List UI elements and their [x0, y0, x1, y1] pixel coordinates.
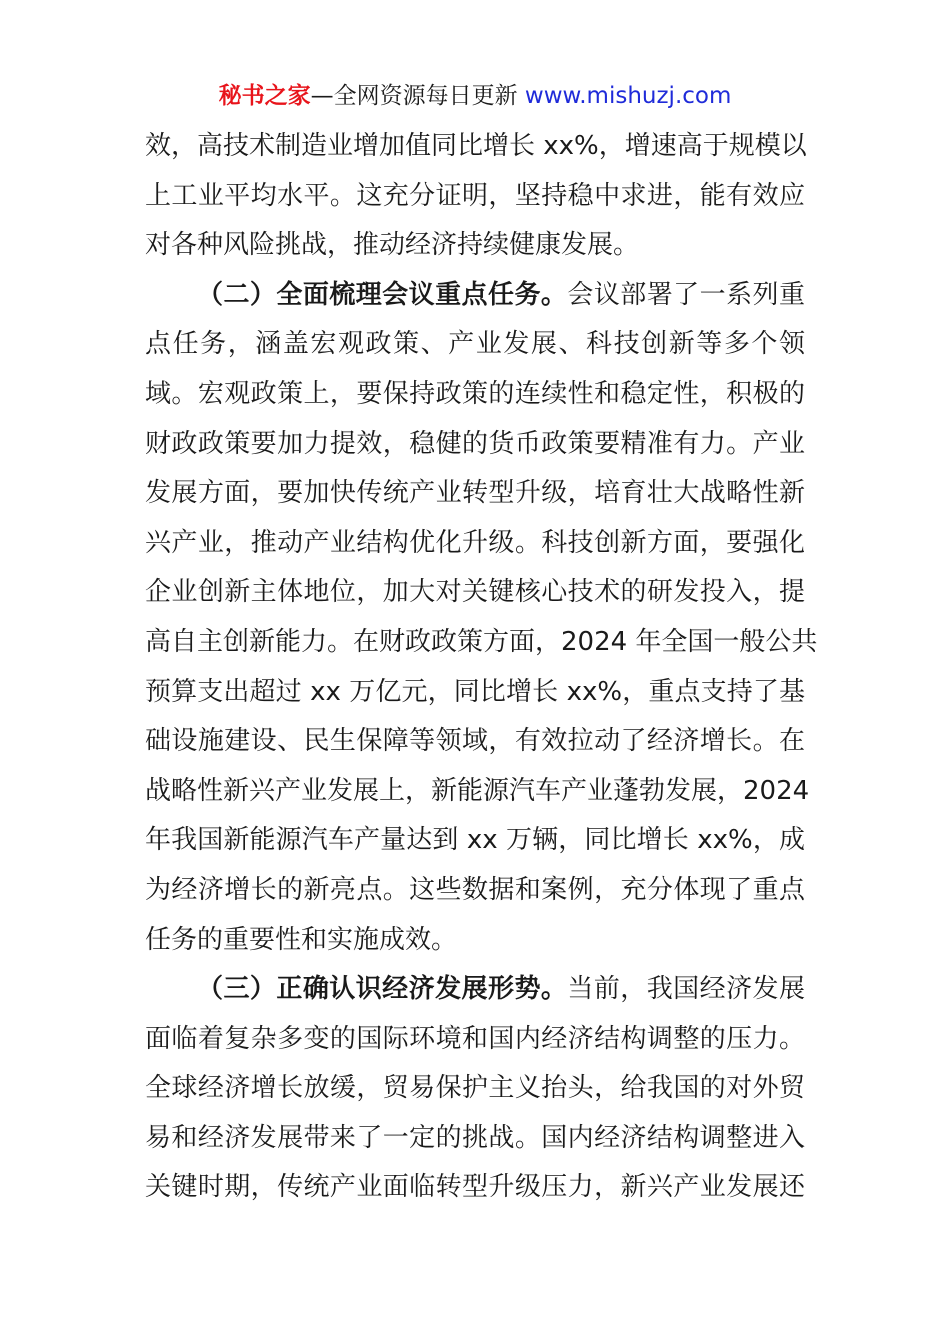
paragraph [145, 122, 805, 271]
section-heading: （三）正确认识经济发展形势。 [197, 974, 568, 1005]
text-line: 年我国新能源汽车产量达到 xx 万辆，同比增长 xx%，成 [145, 825, 805, 856]
text-line: 对各种风险挑战，推动经济持续健康发展。 [145, 230, 640, 261]
text-line: 域。宏观政策上，要保持政策的连续性和稳定性，积极的 [145, 378, 805, 409]
text-line: 效，高技术制造业增加值同比增长 xx%，增速高于规模以 [145, 131, 807, 161]
text-line: 战略性新兴产业发展上，新能源汽车产业蓬勃发展，2024 [145, 775, 810, 806]
text-line: 上工业平均水平。这充分证明，坚持稳中求进，能有效应 [145, 180, 805, 211]
text-line [145, 965, 805, 1015]
text-line: 财政政策要加力提效，稳健的货币政策要精准有力。产业 [145, 428, 805, 459]
text-line: 兴产业，推动产业结构优化升级。科技创新方面，要强化 [145, 527, 805, 558]
text-line: 为经济增长的新亮点。这些数据和案例，充分体现了重点 [145, 874, 805, 905]
text-span: 会议部署了一系列重 [567, 279, 805, 310]
site-header [0, 80, 950, 112]
text-line: 企业创新主体地位，加大对关键核心技术的研发投入，提 [145, 577, 805, 608]
text-line: 关键时期，传统产业面临转型升级压力，新兴产业发展还 [145, 1172, 805, 1203]
section-heading: （二）全面梳理会议重点任务。 [197, 279, 568, 310]
text-line: 高自主创新能力。在财政政策方面，2024 年全国一般公共 [145, 626, 818, 657]
text-line: 任务的重要性和实施成效。 [145, 924, 458, 955]
text-line: 预算支出超过 xx 万亿元，同比增长 xx%，重点支持了基 [145, 676, 805, 707]
text-line: 易和经济发展带来了一定的挑战。国内经济结构调整进入 [145, 1122, 805, 1153]
text-line [145, 271, 805, 321]
document-body [145, 122, 818, 1213]
text-span: 当前，我国经济发展 [567, 974, 805, 1005]
text-line: 全球经济增长放缓，贸易保护主义抬头，给我国的对外贸 [145, 1073, 805, 1104]
text-line: 面临着复杂多变的国际环境和国内经济结构调整的压力。 [145, 1023, 805, 1054]
text-line: 点任务，涵盖宏观政策、产业发展、科技创新等多个领 [145, 329, 805, 360]
text-line: 发展方面，要加快传统产业转型升级，培育壮大战略性新 [145, 478, 805, 509]
site-tagline: —全网资源每日更新 [310, 83, 525, 109]
paragraph [145, 271, 818, 965]
paragraph [145, 965, 805, 1213]
site-url-link[interactable]: www.mishuzj.com [524, 83, 732, 109]
site-brand: 秘书之家 [218, 83, 311, 109]
text-line: 础设施建设、民生保障等领域，有效拉动了经济增长。在 [145, 726, 805, 757]
